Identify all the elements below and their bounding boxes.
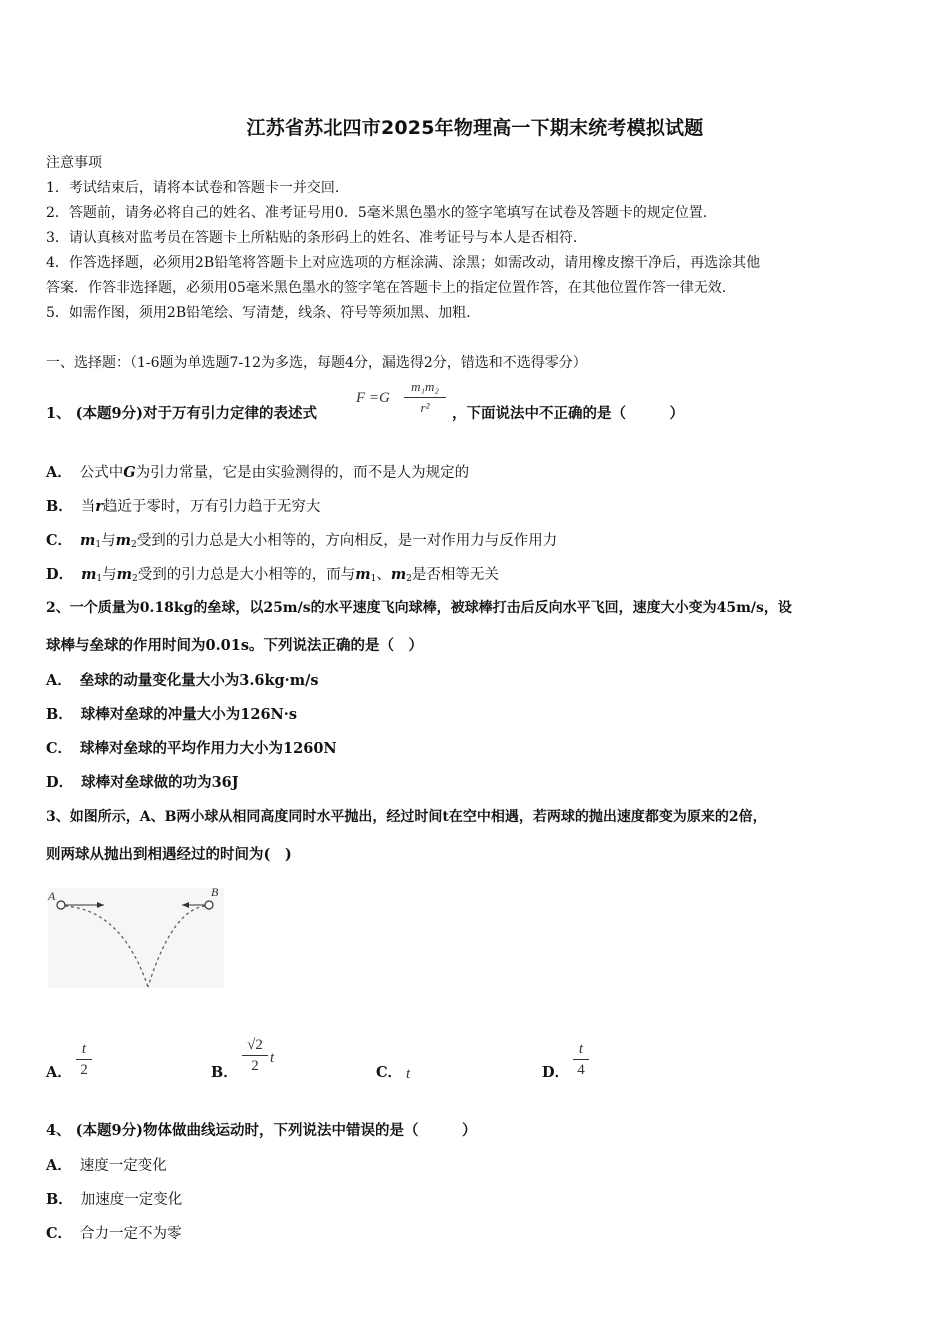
q4-option-c[interactable] bbox=[46, 1222, 182, 1243]
option-text: 合力一定不为零 bbox=[80, 1226, 182, 1242]
numerator: √2 bbox=[247, 1037, 263, 1053]
option-label: B． bbox=[46, 706, 73, 723]
option-text: 球棒对垒球的冲量大小为126N·s bbox=[80, 706, 297, 723]
var-g: G bbox=[123, 464, 136, 481]
option-text: 为引力常量，它是由实验测得的，而不是人为规定的 bbox=[135, 465, 470, 481]
denominator: 2 bbox=[251, 1058, 259, 1074]
option-text: 、 bbox=[376, 567, 391, 583]
q3-option-b-fraction bbox=[242, 1036, 268, 1075]
q3-option-c[interactable] bbox=[376, 1061, 410, 1082]
option-label: B． bbox=[46, 498, 73, 515]
q3-stem-line1: 3、如图所示，A、B两小球从相同高度同时水平抛出，经过时间t在空中相遇，若两球的抛出速度都变为原来的2倍， bbox=[46, 809, 767, 825]
numerator: t bbox=[81, 1041, 87, 1057]
option-text: 与 bbox=[101, 533, 116, 549]
option-label: A． bbox=[46, 672, 72, 689]
q2-stem-line2: 球棒与垒球的作用时间为0.01s。下列说法正确的是（ ） bbox=[46, 637, 423, 654]
q3-option-b-t: t bbox=[270, 1050, 275, 1066]
q3-figure bbox=[44, 880, 234, 995]
subscript: 1 bbox=[95, 540, 102, 550]
var-m: m bbox=[355, 566, 371, 583]
q1-formula-numerator: m₁m₂ bbox=[411, 379, 439, 394]
notice-item: 1．考试结束后，请将本试卷和答题卡一并交回. bbox=[46, 180, 340, 196]
option-text: 垒球的动量变化量大小为3.6kg·m/s bbox=[79, 672, 319, 689]
notice-item: 5．如需作图，须用2B铅笔绘、写清楚，线条、符号等须加黑、加粗. bbox=[46, 305, 471, 321]
option-label: D． bbox=[542, 1064, 570, 1081]
option-label: A． bbox=[46, 464, 72, 481]
q4-stem: 4、 (本题9分)物体做曲线运动时，下列说法中错误的是（ ） bbox=[46, 1122, 477, 1139]
q3-option-b[interactable] bbox=[211, 1061, 246, 1082]
subscript: 1 bbox=[370, 574, 377, 584]
q1-option-b[interactable] bbox=[46, 495, 320, 516]
option-label: D． bbox=[46, 566, 74, 583]
fraction-bar bbox=[242, 1055, 268, 1056]
var-m: m bbox=[81, 566, 97, 583]
option-text: 公式中 bbox=[79, 465, 124, 481]
subscript: 2 bbox=[132, 574, 138, 584]
option-label: D． bbox=[46, 774, 74, 791]
option-label: A． bbox=[46, 1157, 72, 1174]
notice-item: 4．作答选择题，必须用2B铅笔将答题卡上对应选项的方框涂满、涂黑；如需改动，请用橡皮擦干净后，再选涂其他 bbox=[46, 255, 761, 271]
q3-stem-line2: 则两球从抛出到相遇经过的时间为( ) bbox=[46, 846, 292, 863]
q1-option-c[interactable] bbox=[46, 529, 557, 550]
subscript: 1 bbox=[96, 574, 103, 584]
option-text: 与 bbox=[102, 567, 117, 583]
q1-stem-suffix: ，下面说法中不正确的是（ ） bbox=[452, 405, 684, 422]
option-text: 加速度一定变化 bbox=[80, 1192, 183, 1208]
q1-stem-prefix: 1、 (本题9分)对于万有引力定律的表述式 bbox=[46, 405, 317, 422]
option-label: C． bbox=[46, 1225, 73, 1242]
figure-label-a: A bbox=[48, 889, 56, 903]
q2-stem-line1: 2、一个质量为0.18kg的垒球，以25m/s的水平速度飞向球棒，被球棒打击后反向水平飞回，速度大小变为45m/s，设 bbox=[46, 600, 792, 616]
var-m: m bbox=[80, 532, 96, 549]
option-label: C． bbox=[376, 1064, 403, 1081]
notice-item: 2．答题前，请务必将自己的姓名、准考证号用0．5毫米黑色墨水的签字笔填写在试卷及答题卡的规定位置. bbox=[46, 205, 708, 221]
option-text: 趋近于零时，万有引力趋于无穷大 bbox=[102, 499, 321, 515]
notice-item: 答案．作答非选择题，必须用05毫米黑色墨水的签字笔在答题卡上的指定位置作答，在其他位置作答一律无效. bbox=[46, 280, 727, 296]
ball-a bbox=[57, 901, 65, 909]
q3-option-a[interactable] bbox=[46, 1061, 80, 1082]
option-text: 球棒对垒球做的功为36J bbox=[81, 774, 239, 791]
figure-label-b: B bbox=[211, 885, 219, 899]
option-label: C． bbox=[46, 740, 73, 757]
q2-option-b[interactable] bbox=[46, 703, 297, 724]
fraction-bar bbox=[76, 1059, 92, 1060]
var-m: m bbox=[390, 566, 407, 583]
q3-option-a-fraction bbox=[76, 1040, 92, 1079]
fraction-bar bbox=[573, 1059, 589, 1060]
q1-formula-fraction bbox=[404, 378, 446, 417]
denominator: 2 bbox=[80, 1062, 88, 1078]
option-label: B． bbox=[46, 1191, 73, 1208]
q2-option-d[interactable] bbox=[46, 771, 239, 792]
option-text: 球棒对垒球的平均作用力大小为1260N bbox=[80, 740, 337, 757]
q4-option-a[interactable] bbox=[46, 1154, 167, 1175]
fraction-bar bbox=[404, 397, 446, 398]
q4-option-b[interactable] bbox=[46, 1188, 182, 1209]
q1-option-a[interactable] bbox=[46, 461, 469, 482]
subscript: 2 bbox=[406, 574, 412, 584]
option-label: A． bbox=[46, 1064, 72, 1081]
q2-option-c[interactable] bbox=[46, 737, 337, 758]
var-m: m bbox=[115, 532, 131, 549]
q3-option-d-fraction bbox=[573, 1040, 589, 1079]
q3-option-c-value: t bbox=[406, 1066, 411, 1082]
option-label: C． bbox=[46, 532, 73, 549]
option-text: 速度一定变化 bbox=[79, 1158, 167, 1174]
section-heading: 一、选择题：（1-6题为单选题7-12为多选，每题4分，漏选得2分，错选和不选得零分） bbox=[46, 355, 587, 371]
page-title: 江苏省苏北四市2025年物理高一下期末统考模拟试题 bbox=[246, 117, 704, 139]
notice-item: 3．请认真核对监考员在答题卡上所粘贴的条形码上的姓名、准考证号与本人是否相符. bbox=[46, 230, 578, 246]
q1-option-d[interactable] bbox=[46, 563, 499, 584]
subscript: 2 bbox=[130, 540, 137, 550]
option-text: 受到的引力总是大小相等的，而与 bbox=[137, 567, 356, 583]
q2-option-a[interactable] bbox=[46, 669, 319, 690]
numerator: t bbox=[578, 1041, 584, 1057]
ball-b bbox=[205, 901, 213, 909]
notice-heading: 注意事项 bbox=[46, 155, 102, 171]
option-label: B． bbox=[211, 1064, 238, 1081]
option-text: 当 bbox=[80, 499, 96, 515]
var-r: r bbox=[95, 498, 103, 515]
option-text: 是否相等无关 bbox=[411, 567, 499, 583]
q1-formula-lhs: F =G bbox=[356, 390, 390, 406]
option-text: 受到的引力总是大小相等的，方向相反，是一对作用力与反作用力 bbox=[136, 533, 558, 549]
q1-formula-denominator: r² bbox=[420, 400, 430, 415]
denominator: 4 bbox=[577, 1062, 585, 1078]
figure-background bbox=[48, 888, 224, 988]
q3-option-d[interactable] bbox=[542, 1061, 577, 1082]
var-m: m bbox=[116, 566, 132, 583]
